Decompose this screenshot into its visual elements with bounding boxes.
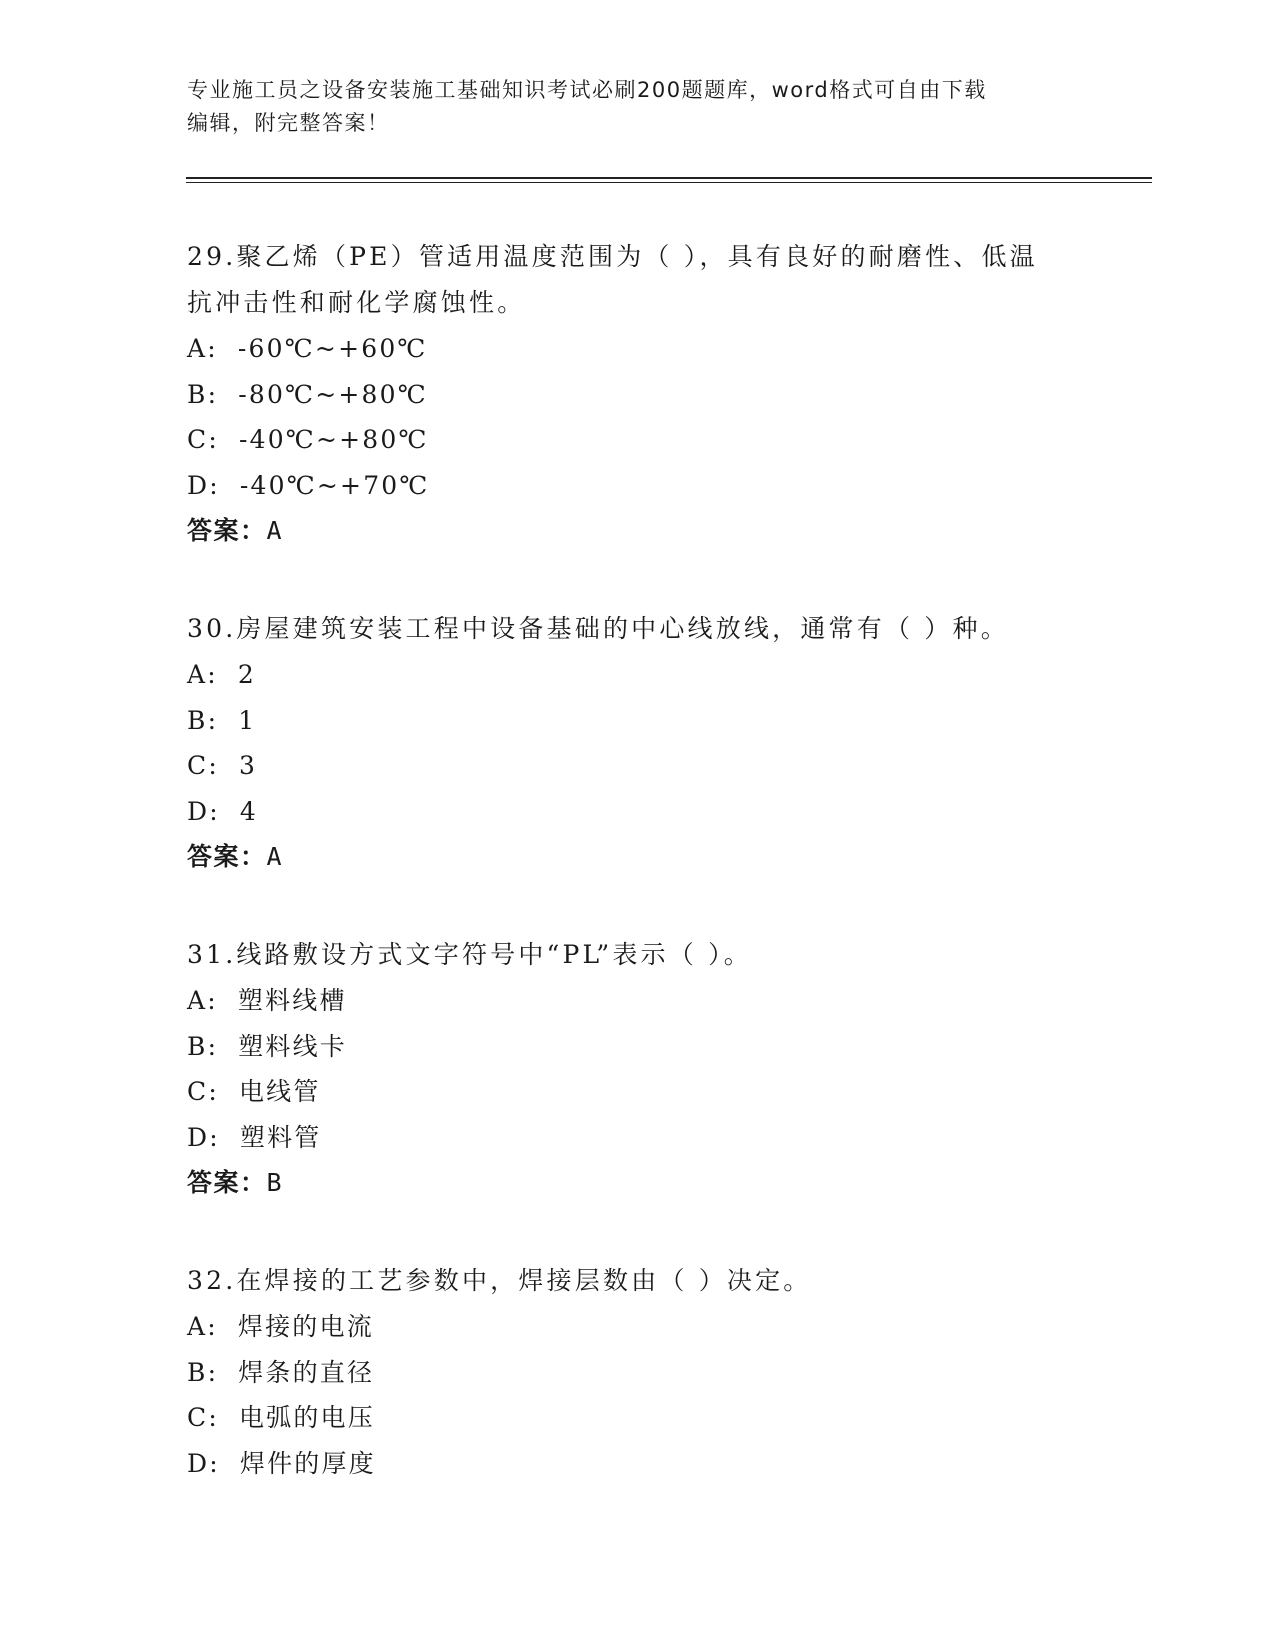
option-letter: A:	[187, 660, 218, 689]
option-text: 塑料管	[239, 1122, 322, 1152]
option-letter: B:	[187, 705, 219, 735]
option-a	[187, 978, 1087, 1024]
option-c	[187, 1069, 1087, 1115]
option-text: 塑料线卡	[238, 1031, 348, 1061]
option-text: 焊接的电流	[237, 1312, 374, 1341]
option-letter: C:	[187, 1403, 219, 1432]
header-divider-thin	[186, 182, 1152, 183]
option-letter: B:	[187, 1031, 219, 1061]
option-d	[187, 1115, 1087, 1161]
header-line-1: 专业施工员之设备安装施工基础知识考试必刷200题题库，word格式可自由下载	[187, 78, 987, 102]
question-text: 31.线路敷设方式文字符号中“PL”表示（ ）。	[187, 940, 752, 969]
question-text: 29.聚乙烯（PE）管适用温度范围为（ ），具有良好的耐磨性、低温	[187, 242, 1038, 271]
answer	[187, 508, 1087, 554]
option-text: -60℃~+60℃	[237, 334, 428, 363]
option-letter: C:	[187, 1077, 219, 1106]
answer-value: A	[266, 516, 284, 545]
option-c	[187, 1395, 1087, 1441]
option-text: 4	[239, 796, 258, 826]
option-d	[187, 1441, 1087, 1487]
option-c	[187, 743, 1087, 789]
option-letter: C:	[187, 751, 219, 780]
option-letter: B:	[187, 1357, 219, 1387]
option-text: 电弧的电压	[238, 1403, 375, 1432]
option-b	[187, 1350, 1087, 1396]
option-letter: C:	[187, 425, 219, 454]
answer	[187, 1160, 1087, 1206]
option-text: 塑料线槽	[237, 986, 347, 1015]
answer-label: 答案：	[187, 516, 267, 545]
question-30	[187, 606, 1087, 880]
answer-value: A	[266, 842, 284, 871]
option-b	[187, 372, 1087, 418]
option-letter: A:	[187, 334, 218, 363]
option-d	[187, 789, 1087, 835]
option-b	[187, 1024, 1087, 1070]
option-letter: D:	[187, 470, 220, 500]
option-text: -80℃~+80℃	[238, 379, 428, 409]
option-a	[187, 652, 1087, 698]
option-text: -40℃~+80℃	[238, 425, 429, 454]
option-text: 电线管	[238, 1077, 321, 1106]
option-text: 焊件的厚度	[239, 1448, 376, 1478]
question-text-continued: 抗冲击性和耐化学腐蚀性。	[187, 288, 526, 317]
question-32	[187, 1258, 1087, 1486]
option-text: 2	[237, 660, 256, 689]
option-a	[187, 1304, 1087, 1350]
option-text: 焊条的直径	[238, 1357, 375, 1387]
document-header	[187, 74, 1087, 140]
question-text: 32.在焊接的工艺参数中，焊接层数由（ ）决定。	[187, 1266, 812, 1295]
question-text: 30.房屋建筑安装工程中设备基础的中心线放线，通常有（ ）种。	[187, 614, 1009, 643]
option-letter: D:	[187, 796, 220, 826]
option-text: 1	[238, 705, 257, 735]
answer	[187, 834, 1087, 880]
option-letter: D:	[187, 1448, 220, 1478]
answer-label: 答案：	[187, 842, 267, 871]
option-letter: A:	[187, 1312, 218, 1341]
question-list	[187, 234, 1087, 1538]
answer-value: B	[266, 1168, 284, 1197]
answer-label: 答案：	[187, 1168, 267, 1197]
question-31	[187, 932, 1087, 1206]
option-letter: A:	[187, 986, 218, 1015]
header-divider-thick	[186, 177, 1152, 179]
header-line-2: 编辑，附完整答案！	[187, 111, 390, 135]
option-b	[187, 698, 1087, 744]
option-text: -40℃~+70℃	[239, 470, 430, 500]
question-29	[187, 234, 1087, 554]
option-text: 3	[238, 751, 258, 780]
option-c	[187, 417, 1087, 463]
option-letter: D:	[187, 1122, 220, 1152]
option-letter: B:	[187, 379, 219, 409]
option-d	[187, 463, 1087, 509]
option-a	[187, 326, 1087, 372]
